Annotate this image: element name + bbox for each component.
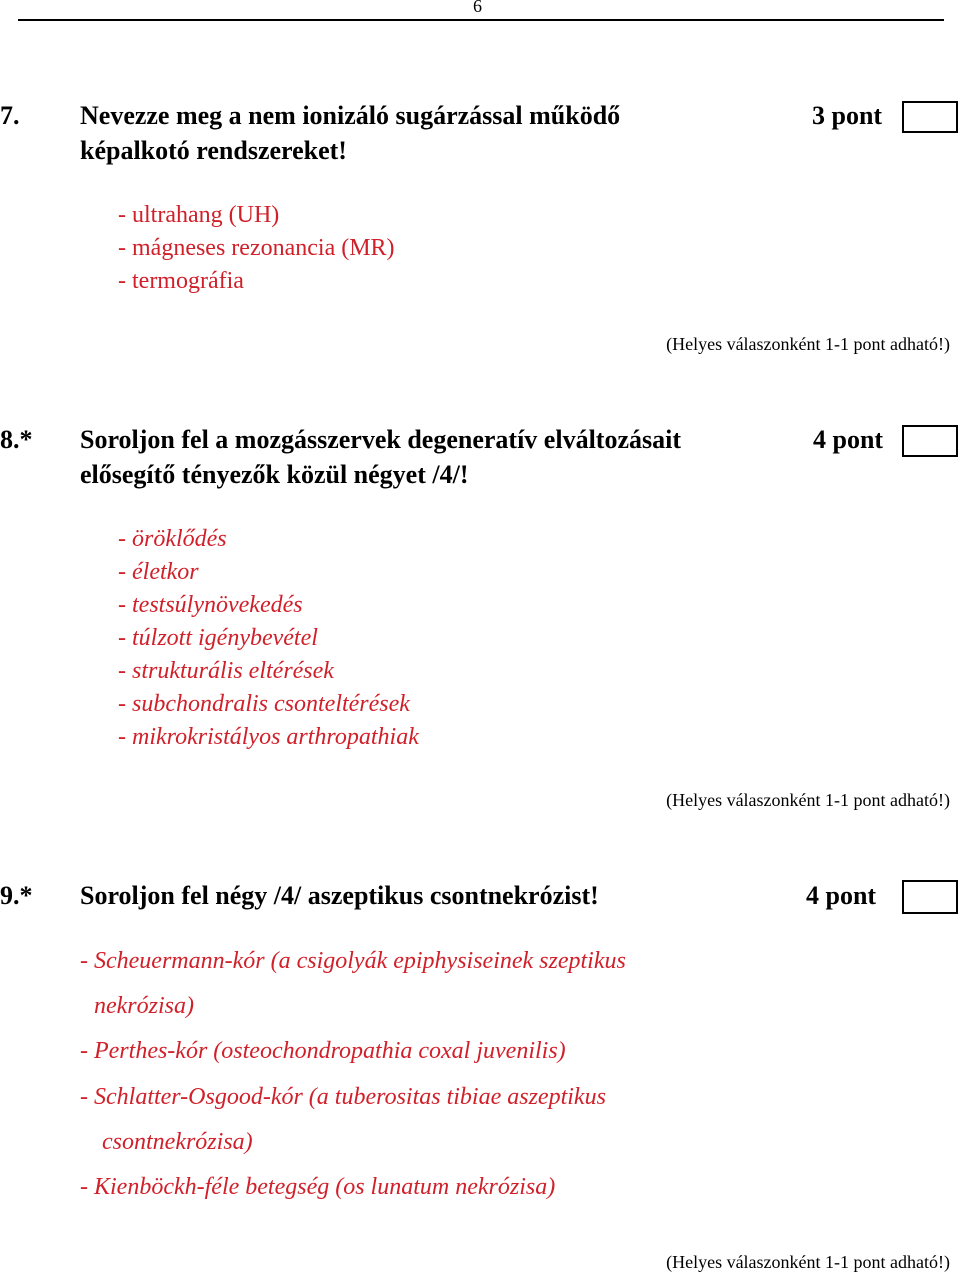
question-8-answer-5: - strukturális eltérések xyxy=(118,658,334,684)
question-7-answer-3: - termográfia xyxy=(118,268,244,294)
question-7-answer-2: - mágneses rezonancia (MR) xyxy=(118,235,395,261)
question-8-answer-4: - túlzott igénybevétel xyxy=(118,625,318,651)
question-7-score-box[interactable] xyxy=(902,101,958,133)
question-9-answer-3-cont: csontnekrózisa) xyxy=(102,1129,253,1155)
question-8-answer-1: - öröklődés xyxy=(118,526,227,552)
question-8-scoring-note: (Helyes válaszonként 1-1 pont adható!) xyxy=(666,790,950,810)
question-7-points: 3 pont xyxy=(812,101,883,130)
question-8-answer-2: - életkor xyxy=(118,559,199,585)
question-8-number: 8.* xyxy=(0,425,33,454)
question-7-text-line2: képalkotó rendszereket! xyxy=(80,136,347,165)
header-rule xyxy=(18,19,944,21)
question-9-score-box[interactable] xyxy=(902,880,958,914)
question-9-points: 4 pont xyxy=(806,881,877,910)
question-8-answer-3: - testsúlynövekedés xyxy=(118,592,303,618)
question-9-answer-3: - Schlatter-Osgood-kór (a tuberositas tibiae aszeptikus xyxy=(80,1084,606,1110)
question-9-answer-1-cont: nekrózisa) xyxy=(94,993,194,1019)
question-9-answer-1: - Scheuermann-kór (a csigolyák epiphysiseinek szeptikus xyxy=(80,948,626,974)
question-7-scoring-note: (Helyes válaszonként 1-1 pont adható!) xyxy=(666,334,950,354)
question-8-text-line1: Soroljon fel a mozgásszervek degeneratív elváltozásait xyxy=(80,425,681,454)
question-7-answer-1: - ultrahang (UH) xyxy=(118,202,280,228)
question-8-text-line2: elősegítő tényezők közül négyet /4/! xyxy=(80,460,469,489)
question-8-points: 4 pont xyxy=(813,425,884,454)
question-9-text: Soroljon fel négy /4/ aszeptikus csontnekrózist! xyxy=(80,881,599,910)
question-8-score-box[interactable] xyxy=(902,425,958,457)
question-7-text-line1: Nevezze meg a nem ionizáló sugárzással működő xyxy=(80,101,621,130)
question-8-answer-7: - mikrokristályos arthropathiak xyxy=(118,724,419,750)
question-9-number: 9.* xyxy=(0,881,33,910)
question-7-number: 7. xyxy=(0,101,20,130)
page-number: 6 xyxy=(473,0,482,16)
question-9-answer-4: - Kienböckh-féle betegség (os lunatum nekrózisa) xyxy=(80,1174,556,1200)
question-9-answer-2: - Perthes-kór (osteochondropathia coxal juvenilis) xyxy=(80,1038,566,1064)
question-8-answer-6: - subchondralis csonteltérések xyxy=(118,691,410,717)
question-9-scoring-note: (Helyes válaszonként 1-1 pont adható!) xyxy=(666,1252,950,1272)
